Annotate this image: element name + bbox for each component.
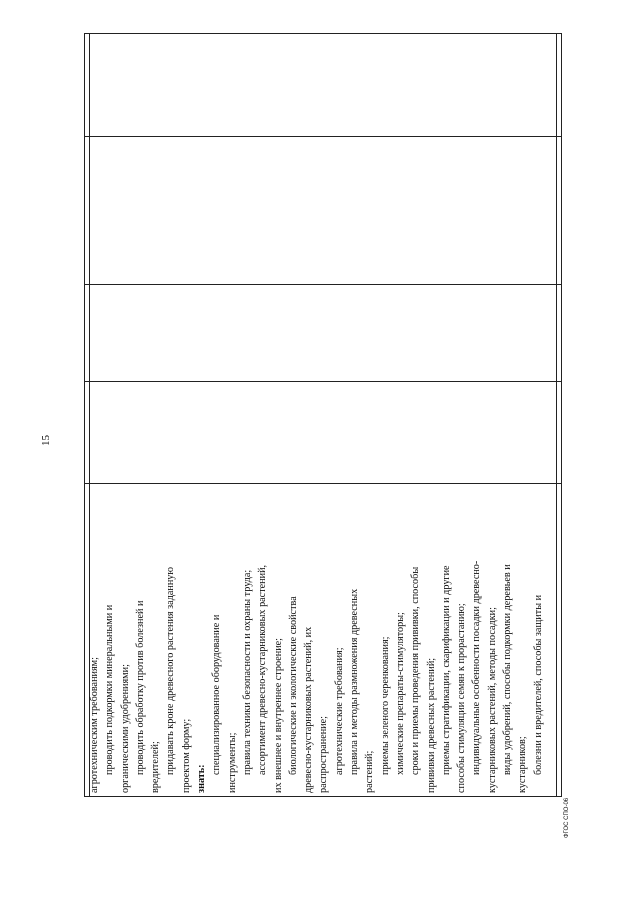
text-line: кустарниковых растений, методы посадки; <box>486 607 498 793</box>
text-line: способы стимуляции семян к прорастанию; <box>456 603 468 793</box>
table-row-divider <box>85 284 561 285</box>
text-line: знать: <box>196 764 208 793</box>
table-row-divider <box>85 483 561 484</box>
table-row-divider <box>85 381 561 382</box>
text-line: агротехнические требования; <box>333 647 345 775</box>
text-line: индивидуальные особенности посадки древесно- <box>471 560 483 775</box>
text-line: распространение; <box>318 716 330 793</box>
page-number: 15 <box>40 435 52 446</box>
text-line: инструменты; <box>226 732 238 793</box>
text-line: правила техники безопасности и охраны труда; <box>241 569 253 775</box>
text-line: правила и методы размножения древесных <box>349 588 361 775</box>
text-line: растений; <box>364 750 376 793</box>
text-line: органическими удобрениями; <box>119 664 131 793</box>
text-line: кустарников; <box>517 736 529 793</box>
table-row-divider <box>85 136 561 137</box>
text-line: проектом форму; <box>180 718 192 793</box>
text-line: ассортимент древесно-кустарниковых растений, <box>257 564 269 775</box>
text-line: проводить подкормки минеральными и <box>104 604 116 775</box>
text-line: прививки древесных растений; <box>425 657 437 793</box>
text-line: приемы стратификации, скарификации и другие <box>440 565 452 775</box>
text-line: сроки и приемы проведения прививки, способы <box>410 566 422 775</box>
competency-text <box>87 493 559 793</box>
text-line: специализированное оборудование и <box>211 614 223 775</box>
text-line: болезни и вредителей, способы защиты и <box>532 594 544 775</box>
text-line: приемы зеленого черенкования; <box>379 636 391 775</box>
rotated-text-column <box>87 487 559 797</box>
text-line: их внешнее и внутреннее строение; <box>272 638 284 793</box>
text-line: биологические и экологические свойства <box>287 596 299 775</box>
text-line: виды удобрений, способы подкормки деревьев и <box>502 564 514 775</box>
text-line: древесно-кустарниковых растений, их <box>303 626 315 793</box>
footer-code: ФГОС СПО-06 <box>564 797 570 838</box>
text-line: вредителей; <box>150 741 162 793</box>
text-line: химические препараты-стимуляторы; <box>394 612 406 775</box>
text-line: агротехническим требованиям; <box>89 657 100 793</box>
text-line: придавать кроне древесного растения заданную <box>165 566 177 775</box>
text-line: проводить обработку против болезней и <box>134 600 146 775</box>
